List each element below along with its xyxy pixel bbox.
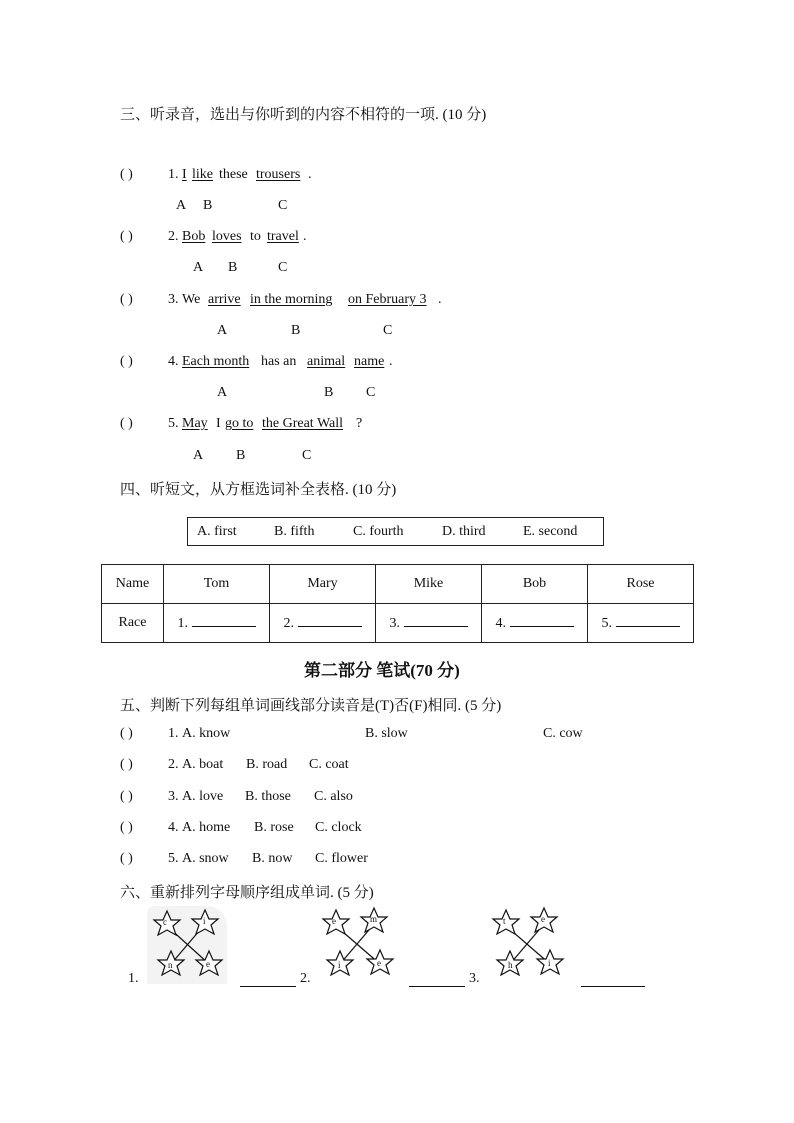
letter-b: B [203, 198, 213, 213]
sentence-text: We [182, 292, 201, 307]
question-number: 4. [168, 820, 179, 835]
word-c: C. coat [309, 757, 349, 772]
answer-paren[interactable]: ( ) [120, 789, 133, 804]
underlined-option-a: Bob [182, 229, 206, 244]
answer-blank[interactable] [240, 986, 296, 987]
blank-number: 1. [177, 616, 188, 631]
letter-a: A [176, 198, 187, 213]
word-option-b: B. fifth [274, 524, 315, 539]
table-header-race: Race [102, 604, 164, 643]
table-header-name: Name [102, 565, 164, 604]
table-cell-blank[interactable] [482, 604, 588, 643]
underlined-option-a: Each month [182, 354, 250, 369]
blank-number: 5. [601, 616, 612, 631]
word-a: A. boat [182, 757, 224, 772]
word-b: B. rose [254, 820, 294, 835]
answer-paren[interactable]: ( ) [120, 229, 133, 244]
question-number: 3. [168, 292, 179, 307]
sentence-punct: . [303, 229, 307, 244]
star-icon [154, 911, 180, 935]
question-number: 1. [168, 726, 179, 741]
star-letter: e [541, 914, 545, 924]
answer-paren[interactable]: ( ) [120, 726, 133, 741]
underlined-option-a: May [182, 416, 208, 431]
answer-blank[interactable] [616, 614, 680, 627]
section3-title: 三、听录音，选出与你听到的内容不相符的一项. (10 分) [120, 107, 487, 123]
star-icon [323, 910, 349, 934]
sentence-punct: . [438, 292, 442, 307]
star-letter: e [377, 958, 381, 968]
sentence-text: I [216, 416, 221, 431]
word-option-e: E. second [523, 524, 578, 539]
word-a: A. love [182, 789, 224, 804]
sentence-text: these [219, 167, 248, 182]
letter-b: B [291, 323, 301, 338]
star-puzzle [318, 906, 398, 984]
sentence-punct: . [389, 354, 393, 369]
table-cell-name: Mary [270, 565, 376, 604]
table-cell-name: Mike [376, 565, 482, 604]
section6-title: 六、重新排列字母顺序组成单词. (5 分) [120, 885, 374, 901]
question-number: 5. [168, 416, 179, 431]
word-option-a: A. first [197, 524, 237, 539]
answer-paren[interactable]: ( ) [120, 292, 133, 307]
blank-number: 3. [389, 616, 400, 631]
question-number: 1. [168, 167, 179, 182]
letter-c: C [278, 198, 288, 213]
star-letter: e [332, 916, 336, 926]
table-cell-name: Rose [588, 565, 694, 604]
word-c: C. clock [315, 820, 362, 835]
underlined-option-c: the Great Wall [262, 416, 344, 431]
answer-blank[interactable] [192, 614, 256, 627]
star-letter: m [370, 914, 378, 924]
answer-blank[interactable] [404, 614, 468, 627]
letter-c: C [383, 323, 393, 338]
underlined-option-a: I [182, 167, 187, 182]
underlined-option-b: go to [225, 416, 254, 431]
star-letter: i [338, 960, 341, 970]
table-cell-blank[interactable] [164, 604, 270, 643]
sentence-punct: . [308, 167, 312, 182]
answer-paren[interactable]: ( ) [120, 820, 133, 835]
letter-c: C [302, 448, 312, 463]
sentence-text: to [250, 229, 261, 244]
answer-blank[interactable] [581, 986, 645, 987]
part2-title: 第二部分 笔试(70 分) [304, 661, 460, 680]
answer-blank[interactable] [298, 614, 362, 627]
table-cell-blank[interactable] [588, 604, 694, 643]
group-number: 1. [128, 971, 139, 986]
table-cell-name: Tom [164, 565, 270, 604]
underlined-option-b: animal [307, 354, 346, 369]
word-b: B. now [252, 851, 293, 866]
underlined-option-c: trousers [256, 167, 301, 182]
word-b: B. those [245, 789, 291, 804]
question-number: 5. [168, 851, 179, 866]
letter-b: B [236, 448, 246, 463]
word-b: B. slow [365, 726, 408, 741]
word-c: C. cow [543, 726, 583, 741]
star-letter: c [163, 917, 167, 927]
letter-a: A [217, 385, 228, 400]
word-c: C. also [314, 789, 353, 804]
underlined-option-b: loves [212, 229, 242, 244]
table-cell-name: Bob [482, 565, 588, 604]
question-number: 2. [168, 757, 179, 772]
sentence-text: has an [261, 354, 297, 369]
star-letter: h [508, 960, 513, 970]
blank-number: 4. [495, 616, 506, 631]
question-number: 2. [168, 229, 179, 244]
star-letter: i [203, 916, 206, 926]
answer-blank[interactable] [409, 986, 465, 987]
underlined-option-b: like [192, 167, 213, 182]
word-a: A. home [182, 820, 231, 835]
letter-a: A [217, 323, 228, 338]
answer-paren[interactable]: ( ) [120, 354, 133, 369]
question-number: 3. [168, 789, 179, 804]
table-cell-blank[interactable] [376, 604, 482, 643]
answer-paren[interactable]: ( ) [120, 851, 133, 866]
group-number: 3. [469, 971, 480, 986]
letter-a: A [193, 260, 204, 275]
star-letter: t [503, 916, 506, 926]
star-icon [493, 910, 519, 934]
underlined-option-b: in the morning [250, 292, 333, 307]
letter-c: C [366, 385, 376, 400]
star-letter: n [168, 960, 173, 970]
letter-b: B [324, 385, 334, 400]
section5-title: 五、判断下列每组单词画线部分读音是(T)否(F)相同. (5 分) [120, 698, 502, 714]
star-letter: e [206, 959, 210, 969]
underlined-option-c: name [354, 354, 385, 369]
race-table [101, 564, 694, 643]
answer-blank[interactable] [510, 614, 574, 627]
answer-paren[interactable]: ( ) [120, 757, 133, 772]
letter-a: A [193, 448, 204, 463]
star-puzzle [147, 906, 227, 984]
word-option-d: D. third [442, 524, 486, 539]
word-bank-box [187, 517, 604, 546]
table-row [102, 565, 694, 604]
star-puzzle [488, 906, 568, 984]
underlined-option-c: travel [267, 229, 299, 244]
sentence-punct: ? [356, 416, 363, 431]
underlined-option-a: arrive [208, 292, 241, 307]
word-option-c: C. fourth [353, 524, 404, 539]
star-letter: i [548, 958, 551, 968]
answer-paren[interactable]: ( ) [120, 167, 133, 182]
group-number: 2. [300, 971, 311, 986]
section4-title: 四、听短文，从方框选词补全表格. (10 分) [120, 482, 397, 498]
word-c: C. flower [315, 851, 368, 866]
word-a: A. know [182, 726, 231, 741]
table-row [102, 604, 694, 643]
answer-paren[interactable]: ( ) [120, 416, 133, 431]
word-a: A. snow [182, 851, 229, 866]
table-cell-blank[interactable] [270, 604, 376, 643]
underlined-option-c: on February 3 [348, 292, 427, 307]
word-b: B. road [246, 757, 288, 772]
letter-c: C [278, 260, 288, 275]
question-number: 4. [168, 354, 179, 369]
letter-b: B [228, 260, 238, 275]
blank-number: 2. [283, 616, 294, 631]
